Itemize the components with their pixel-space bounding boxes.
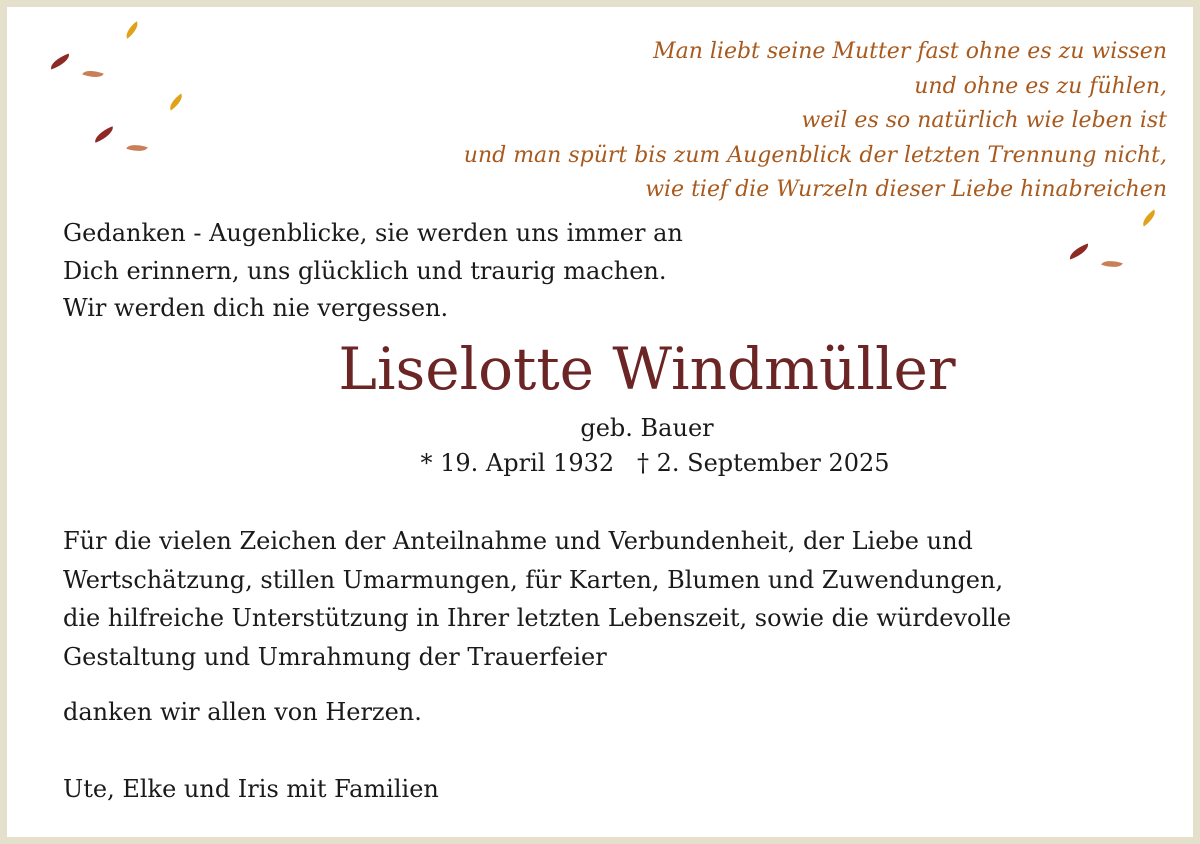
leaf-red-icon: [92, 126, 116, 143]
deceased-name: Liselotte Windmüller: [338, 335, 956, 403]
thanks-line: Wertschätzung, stillen Umarmungen, für Karten, Blumen und Zuwendungen,: [63, 565, 1004, 594]
leaf-orange-icon: [1101, 257, 1122, 271]
family-signature: Ute, Elke und Iris mit Familien: [63, 775, 439, 803]
quote-line: Man liebt seine Mutter fast ohne es zu wissen: [653, 39, 1167, 64]
thanks-text: [63, 522, 1011, 676]
thoughts-text: [63, 215, 683, 328]
leaf-gold-icon: [1139, 210, 1158, 227]
life-dates: * 19. April 1932 † 2. September 2025: [420, 449, 890, 477]
maiden-name: geb. Bauer: [580, 414, 714, 442]
thanks-line: Für die vielen Zeichen der Anteilnahme und Verbundenheit, der Liebe und: [63, 527, 973, 555]
quote-line: weil es so natürlich wie leben ist: [801, 108, 1167, 133]
leaf-orange-icon: [82, 67, 104, 81]
quote-line: wie tief die Wurzeln dieser Liebe hinabreichen: [645, 177, 1167, 202]
leaf-orange-icon: [126, 141, 147, 155]
thanks-line: die hilfreiche Unterstützung in Ihrer letzten Lebenszeit, sowie die würdevolle: [63, 604, 1012, 632]
obituary-card: [7, 7, 1193, 837]
quote-line: und man spürt bis zum Augenblick der letzten Trennung nicht,: [463, 142, 1167, 168]
leaf-gold-icon: [122, 21, 141, 38]
leaf-red-icon: [48, 54, 72, 70]
quote-line: und ohne es zu fühlen,: [914, 73, 1167, 99]
thoughts-line: Gedanken - Augenblicke, sie werden uns immer an: [63, 219, 683, 247]
leaf-gold-icon: [166, 94, 185, 111]
thoughts-line: Wir werden dich nie vergessen.: [63, 294, 449, 322]
thanks-line: Gestaltung und Umrahmung der Trauerfeier: [63, 642, 607, 671]
thanks-closing: danken wir allen von Herzen.: [63, 698, 422, 726]
memorial-quote: [464, 35, 1167, 208]
thoughts-line: Dich erinnern, uns glücklich und traurig machen.: [63, 256, 667, 285]
leaf-red-icon: [1067, 244, 1091, 260]
